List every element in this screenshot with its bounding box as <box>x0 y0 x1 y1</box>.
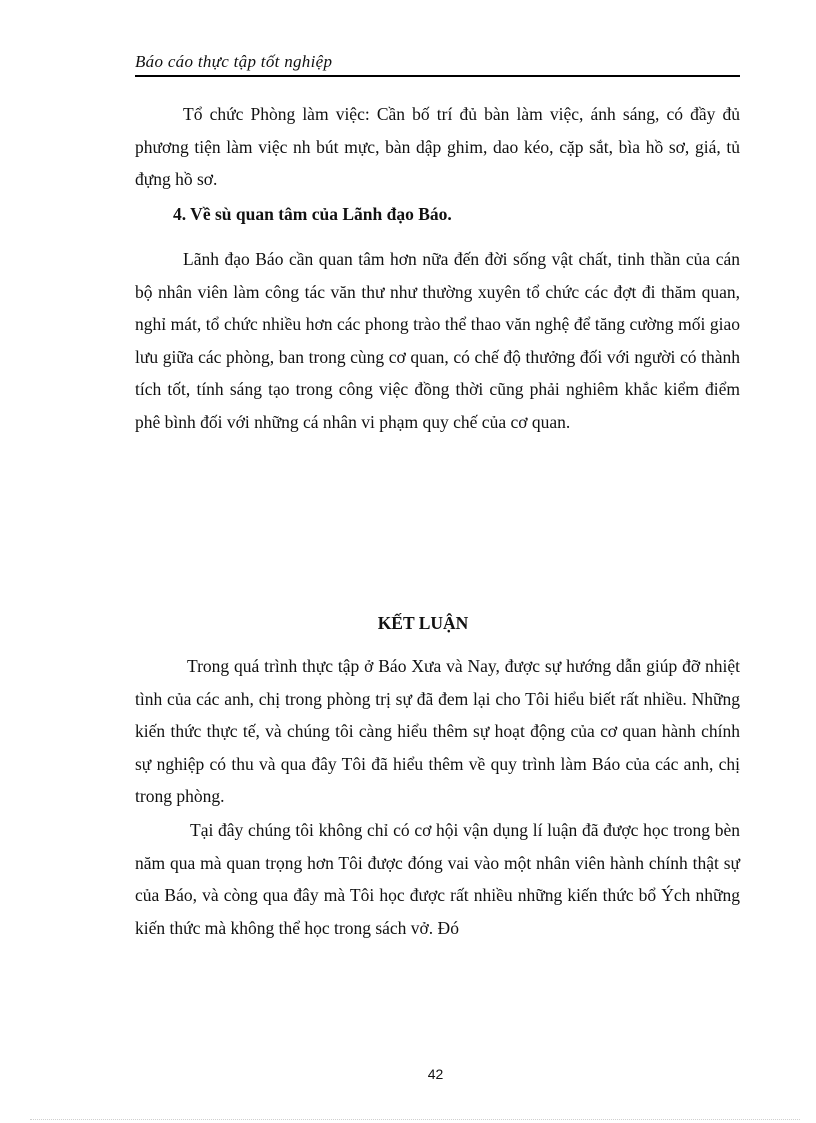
page-header <box>135 50 740 77</box>
conclusion-paragraph-1: Trong quá trình thực tập ở Báo Xưa và Nay, được sự hướng dẫn giúp đỡ nhiệt tình của các anh, chị trong phòng trị sự đã đem lại cho Tôi hiểu biết rất nhiều. Những kiến thức thực tế, và chúng tôi càng hiểu thêm sự hoạt động của cơ quan hành chính sự nghiệp có thu và qua đây Tôi đã hiểu thêm về quy trình làm Báo của các anh, chị trong phòng. <box>135 656 740 806</box>
conclusion-title: KẾT LUẬN <box>377 613 469 633</box>
page-number: 42 <box>427 1066 444 1082</box>
conclusion-paragraph-2: Tại đây chúng tôi không chỉ có cơ hội vận dụng lí luận đã được học trong bèn năm qua mà quan trọng hơn Tôi được đóng vai vào một nhân viên hành chính thật sự của Báo, và còng qua đây mà Tôi học được rất nhiều những kiến thức bổ Ých những kiến thức mà không thể học trong sách vở. Đó <box>135 820 740 938</box>
page-bottom-divider <box>30 1119 800 1120</box>
section-heading-leadership: 4. Về sù quan tâm của Lãnh đạo Báo. <box>173 204 452 224</box>
header-title: Báo cáo thực tập tốt nghiệp <box>135 52 333 71</box>
paragraph-leadership-care: Lãnh đạo Báo cần quan tâm hơn nữa đến đời sống vật chất, tinh thần của cán bộ nhân viên làm công tác văn thư như thường xuyên tổ chức các đợt đi thăm quan, nghỉ mát, tổ chức nhiều hơn các phong trào thể thao văn nghệ để tăng cường mối giao lưu giữa các phòng, ban trong cùng cơ quan, có chế độ thưởng đối với người có thành tích tốt, tính sáng tạo trong công việc đồng thời cũng phải nghiêm khắc kiểm điểm phê bình đối với những cá nhân vi phạm quy chế của cơ quan. <box>135 249 740 432</box>
paragraph-office-organization: Tổ chức Phòng làm việc: Cần bố trí đủ bàn làm việc, ánh sáng, có đầy đủ phương tiện làm việc nh bút mực, bàn dập ghim, dao kéo, cặp sắt, bìa hồ sơ, giá, tủ đựng hồ sơ. <box>135 104 740 189</box>
